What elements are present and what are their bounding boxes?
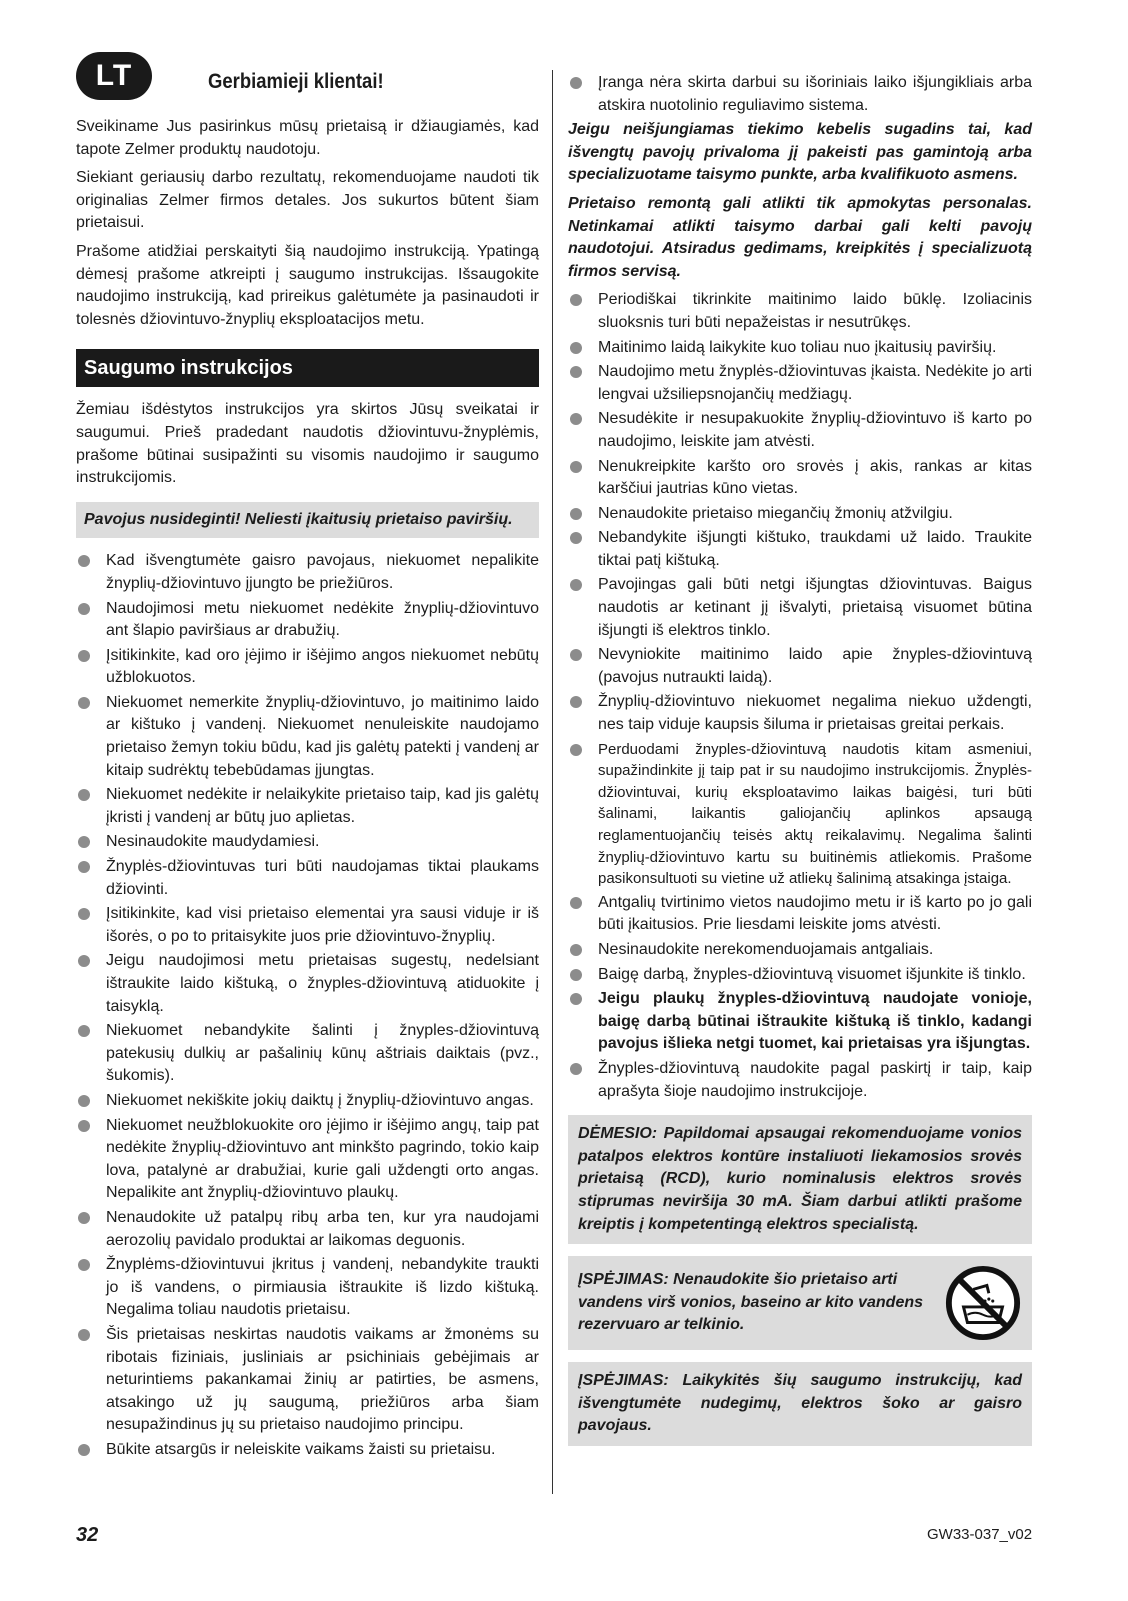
right-column [568, 72, 1032, 1446]
bullet-icon [570, 579, 582, 591]
list-item [76, 1115, 539, 1205]
list-item [76, 692, 539, 782]
list-item-text: Naudojimo metu žnyplės-džiovintuvas įkaista. Nedėkite jo arti lengvai užsiliepsnojančių medžiagų. [598, 363, 1032, 403]
list-item [568, 289, 1032, 334]
no-water-bath-icon [944, 1264, 1022, 1342]
list-item [568, 527, 1032, 572]
list-item [568, 739, 1032, 890]
list-item-text: Periodiškai tikrinkite maitinimo laido būklę. Izoliacinis sluoksnis turi būti nepažeistas ir nesutrūkęs. [598, 291, 1032, 331]
bullet-icon [570, 342, 582, 354]
list-item-text: Niekuomet nedėkite ir nelaikykite prietaiso taip, kad jis galėtų įkristi į vandenį ar būtų juo aplietas. [106, 786, 539, 826]
intro-paragraph: Siekiant geriausių darbo rezultatų, rekomenduojame naudoti tik originalias Zelmer firmos detales. Jos sukurtos būtent šiam prietaisui. [76, 169, 539, 232]
bullet-icon [78, 955, 90, 967]
safety-lead: Žemiau išdėstytos instrukcijos yra skirtos Jūsų sveikatai ir saugumui. Prieš pradedant naudotis džiovintuvu-žnyplėmis, prašome būtinai susipažinti su visomis naudojimo ir saugumo instrukcijomis. [76, 401, 539, 487]
list-item-text: Niekuomet nemerkite žnyplių-džiovintuvo, jo maitinimo laido ar kištuko į vandenį. Niekuomet nenuleiskite naudojamo prietaiso žemyn tokiu būdu, kad jis galėtų patekti į vandenį ar kitaip sudrėktų tebebūdamas įjungtas. [106, 693, 539, 779]
list-item-text: Šis prietaisas neskirtas naudotis vaikams ar žmonėms su ribotais fiziniais, jusliniais ar psichiniais gebėjimais ar neturintiems pakankamai žinių ar patirties, be asmens, atsakingo už jų saugumą, priežiūros arba šiam nesupažindinus jų su prietaiso naudojimo principu. [106, 1325, 539, 1434]
bullet-icon [570, 993, 582, 1005]
bullet-icon [78, 1025, 90, 1037]
list-item-text: Nenukreipkite karšto oro srovės į akis, rankas ar kitas karščiui jautrias kūno vietas. [598, 457, 1032, 498]
list-item-text: Niekuomet nekiškite jokių daiktų į žnyplių-džiovintuvo angas. [106, 1091, 534, 1109]
list-item-text: Nenaudokite už patalpų ribų arba ten, kur yra naudojami aerozolių pavidalo produktai ar laikomas deguonis. [106, 1208, 539, 1249]
bullet-icon [78, 836, 90, 848]
water-warning-box [568, 1256, 1032, 1350]
list-item-text: Jeigu naudojimosi metu prietaisas sugestų, nedelsiant ištraukite laido kištuką, o žnyples-džiovintuvą atiduokite į taisyklą. [106, 952, 539, 1015]
column-divider [552, 70, 553, 1494]
bullet-icon [570, 366, 582, 378]
bullet-icon [78, 697, 90, 709]
list-item [76, 831, 539, 854]
list-item-text: Nesinaudokite nerekomenduojamais antgaliais. [598, 940, 934, 958]
rcd-notice-box: DĖMESIO: Papildomai apsaugai rekomenduojame vonios patalpos elektros kontūre instaliuoti liekamosios srovės prietaisą (RCD), kurio nominalusis elektros srovės stiprumas neviršija 30 mA. Šiam darbui atlikti prašome kreiptis į kompetentingą elektros specialistą. [568, 1115, 1032, 1244]
list-item [568, 503, 1032, 526]
list-item-text: Įsitikinkite, kad visi prietaiso elementai yra sausi viduje ir iš išorės, o po to pritaisykite juos prie džiovintuvo-žnyplių. [106, 905, 539, 945]
list-item-text: Įsitikinkite, kad oro įėjimo ir išėjimo angos niekuomet nebūtų užblokuotos. [106, 646, 539, 687]
bullet-icon [570, 969, 582, 981]
list-item [76, 1207, 539, 1252]
bullet-icon [78, 908, 90, 920]
bullet-icon [78, 1095, 90, 1107]
list-item [76, 550, 539, 595]
left-bullet-list [76, 550, 539, 1461]
repair-warning-paragraph: Prietaiso remontą gali atlikti tik apmokytas personalas. Netinkamai atlikti taisymo darbai gali kelti pavojų naudotojui. Atsiradus gedimams, kreipkitės į specializuotą firmos servisą. [568, 194, 1032, 280]
cable-warning-paragraph: Jeigu neišjungiamas tiekimo kebelis sugadins tai, kad išvengtų pavojų privaloma jį pakeisti pas gamintoją arba specializuotame taisymo punkte, arba kvalifikuoto asmens. [568, 121, 1032, 184]
bullet-icon [570, 696, 582, 708]
list-item-text: Žnyplių-džiovintuvo niekuomet negalima niekuo uždengti, nes taip viduje kaupsis šiluma ir prietaisas greitai perkais. [598, 693, 1032, 734]
list-item-text: Niekuomet neužblokuokite oro įėjimo ir išėjimo angų, taip pat nedėkite žnyplių-džiovintuvo ant minkšto pagrindo, tokio kaip lova, patalynė ar drabužiai, kurie gali uždengti orto angas. Nepalikite ant žnyplių-džiovintuvo plaukų. [106, 1116, 539, 1202]
list-item [76, 1020, 539, 1088]
list-item-text: Nenaudokite prietaiso miegančių žmonių atžvilgiu. [598, 504, 953, 522]
bullet-icon [570, 413, 582, 425]
water-warning-text: ĮSPĖJIMAS: Nenaudokite šio prietaiso arti vandens virš vonios, baseino ar kito vandens rezervuaro ar telkinio. [578, 1271, 924, 1334]
bullet-icon [78, 861, 90, 873]
list-item [568, 644, 1032, 689]
list-item [76, 903, 539, 948]
bullet-icon [78, 1444, 90, 1456]
list-item-text: Žnyples-džiovintuvą naudokite pagal paskirtį ir taip, kaip aprašyta šioje naudojimo instrukcijoje. [598, 1059, 1032, 1100]
list-item [568, 1058, 1032, 1103]
page-number: 32 [76, 1524, 99, 1546]
bullet-icon [78, 1329, 90, 1341]
bullet-icon [78, 1212, 90, 1224]
bullet-icon [570, 508, 582, 520]
bullet-icon [78, 555, 90, 567]
list-item [568, 456, 1032, 501]
list-item-text: Nesinaudokite maudydamiesi. [106, 833, 320, 851]
intro-paragraph: Sveikiname Jus pasirinkus mūsų prietaisą ir džiaugiamės, kad tapote Zelmer produktų naudotoju. [76, 118, 539, 158]
list-item-text: Įranga nėra skirta darbui su išoriniais laiko išjungikliais arba atskira nuotolinio reguliavimo sistema. [598, 74, 1032, 114]
list-item-text: Niekuomet nebandykite šalinti į žnyples-džiovintuvą patekusių dulkių ar pašalinių kūnų aštriais daiktais (pvz., šukomis). [106, 1022, 539, 1085]
list-item-text: Kad išvengtumėte gaisro pavojaus, niekuomet nepalikite žnyplių-džiovintuvo įjungto be priežiūros. [106, 552, 539, 592]
list-item [76, 645, 539, 690]
list-item-text: Jeigu plaukų žnyples-džiovintuvą naudojate vonioje, baigę darbą būtinai ištraukite kištuką iš tinklo, kadangi pavojus išlieka netgi tuomet, kai prietaisas yra išjungtas. [598, 990, 1032, 1053]
left-column [76, 116, 539, 1463]
list-item [76, 856, 539, 901]
list-item [568, 988, 1032, 1056]
bullet-icon [570, 744, 582, 756]
list-item [568, 408, 1032, 453]
list-item-text: Maitinimo laidą laikykite kuo toliau nuo įkaitusių paviršių. [598, 338, 997, 356]
list-item [568, 72, 1032, 117]
bullet-icon [570, 897, 582, 909]
bullet-icon [78, 650, 90, 662]
list-item [76, 1324, 539, 1437]
list-item-text: Baigę darbą, žnyples-džiovintuvą visuomet išjunkite iš tinklo. [598, 965, 1026, 983]
list-item [568, 574, 1032, 642]
list-item-text: Nevyniokite maitinimo laido apie žnyples-džiovintuvą (pavojus nutraukti laidą). [598, 646, 1032, 686]
bullet-icon [570, 1063, 582, 1075]
list-item [76, 950, 539, 1018]
bullet-icon [570, 294, 582, 306]
list-item [76, 784, 539, 829]
burn-warning: Pavojus nusideginti! Neliesti įkaitusių prietaiso paviršių. [76, 502, 539, 539]
list-item [76, 1090, 539, 1113]
burn-shock-warning-box: ĮSPĖJIMAS: Laikykitės šių saugumo instrukcijų, kad išvengtumėte nudegimų, elektros šoko ar gaisro pavojaus. [568, 1362, 1032, 1446]
bullet-icon [78, 603, 90, 615]
list-item-text: Perduodami žnyples-džiovintuvą naudotis kitam asmeniui, supažindinkite jį taip pat ir su naudojimo instrukcijomis. Žnyplės-džiovintuvai, kurių eksploatavimo laikas baigėsi, turi būti šalinami, laikantis galiojančių aplinkos apsaugą reglamentuojančių teisės aktų reikalavimų. Negalima šalinti žnyplių-džiovintuvo kartu su buitinėmis atliekomis. Prašome pasikonsultuoti su vietine už atliekų šalinimą atsakinga įstaiga. [598, 740, 1032, 888]
list-item [568, 892, 1032, 937]
list-item-text: Antgalių tvirtinimo vietos naudojimo metu ir iš karto po jo gali būti įkaitusios. Prie liesdami leiskite joms atvėsti. [598, 893, 1032, 934]
bullet-icon [570, 461, 582, 473]
section-heading: Saugumo instrukcijos [76, 349, 539, 387]
bullet-icon [78, 1259, 90, 1271]
list-item [568, 691, 1032, 736]
list-item [76, 598, 539, 643]
document-code: GW33-037_v02 [927, 1526, 1033, 1543]
right-top-list [568, 72, 1032, 117]
list-item-text: Naudojimosi metu niekuomet nedėkite žnyplių-džiovintuvo ant šlapio paviršiaus ar drabužių. [106, 599, 539, 640]
list-item [76, 1439, 539, 1462]
list-item [568, 939, 1032, 962]
list-item-text: Būkite atsargūs ir neleiskite vaikams žaisti su prietaisu. [106, 1440, 496, 1458]
list-item-text: Nesudėkite ir nesupakuokite žnyplių-džiovintuvo iš karto po naudojimo, leiskite jam atvėsti. [598, 410, 1032, 450]
bullet-icon [78, 1120, 90, 1132]
bullet-icon [570, 944, 582, 956]
bullet-icon [570, 532, 582, 544]
bullet-icon [570, 649, 582, 661]
right-bullet-list [568, 289, 1032, 1103]
greeting-title: Gerbiamieji klientai! [208, 70, 384, 93]
list-item [568, 337, 1032, 360]
language-badge: LT [76, 52, 152, 100]
intro-paragraph: Prašome atidžiai perskaityti šią naudojimo instrukciją. Ypatingą dėmesį prašome atkreipti į saugumo instrukcijas. Išsaugokite naudojimo instrukciją, kad prireikus galėtumėte ja pasinaudoti ir tolesnės džiovintuvo-žnyplių eksploatacijos metu. [76, 242, 539, 328]
bullet-icon [570, 77, 582, 89]
list-item-text: Žnyplėms-džiovintuvui įkritus į vandenį, nebandykite traukti jo iš vandens, o pirmiausia ištraukite iš lizdo kištuką. Negalima toliau naudotis prietaisu. [106, 1256, 539, 1319]
list-item [568, 361, 1032, 406]
list-item [76, 1254, 539, 1322]
list-item-text: Žnyplės-džiovintuvas turi būti naudojamas tiktai plaukams džiovinti. [106, 858, 539, 898]
list-item-text: Pavojingas gali būti netgi išjungtas džiovintuvas. Baigus naudotis ar ketinant jį išvalyti, prietaisą visuomet būtina išjungti iš elektros tinklo. [598, 576, 1032, 639]
list-item [568, 964, 1032, 987]
list-item-text: Nebandykite išjungti kištuko, traukdami už laido. Traukite tiktai patį kištuką. [598, 529, 1032, 569]
bullet-icon [78, 789, 90, 801]
